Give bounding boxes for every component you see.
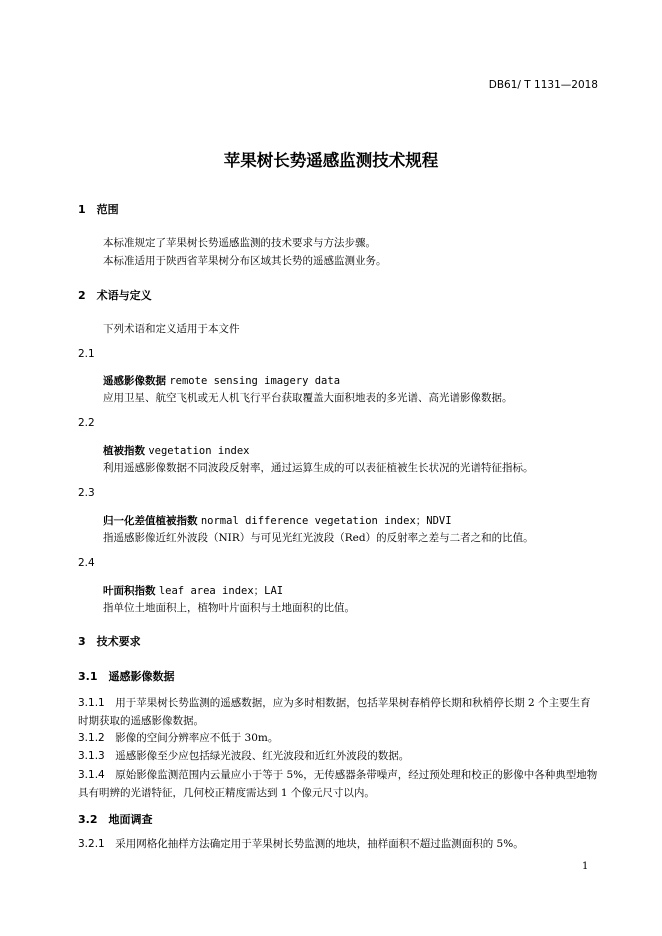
term-2-1-zh: 遥感影像数据 [103, 375, 166, 387]
term-2-3-zh: 归一化差值植被指数 [103, 515, 198, 527]
term-2-1-number: 2.1 [78, 348, 95, 360]
term-2-4-definition: 指单位土地面积上，植物叶片面积与土地面积的比值。 [103, 602, 355, 614]
term-2-4-number: 2.4 [78, 557, 95, 569]
clause-3-1-3 [78, 748, 409, 763]
clause-3-2-1-number: 3.2.1 [78, 838, 105, 850]
section-2-heading: 2 术语与定义 [78, 289, 152, 302]
clause-3-1-1-number: 3.1.1 [78, 697, 105, 709]
clause-3-1-4 [78, 766, 598, 802]
term-2-2-zh: 植被指数 [103, 445, 145, 457]
section-1-paragraph-2: 本标准适用于陕西省苹果树分布区域其长势的遥感监测业务。 [103, 255, 387, 267]
document-code: DB61/ T 1131—2018 [488, 79, 598, 91]
term-2-2-title [103, 443, 250, 458]
clause-3-1-2 [78, 730, 278, 745]
section-1-paragraph-1: 本标准规定了苹果树长势遥感监测的技术要求与方法步骤。 [103, 237, 376, 249]
term-2-1-title [103, 373, 340, 388]
term-2-3-number: 2.3 [78, 487, 95, 499]
clause-3-1-3-text: 遥感影像至少应包括绿光波段、红光波段和近红外波段的数据。 [115, 750, 410, 762]
term-2-1-definition: 应用卫星、航空飞机或无人机飞行平台获取覆盖大面积地表的多光谱、高光谱影像数据。 [103, 392, 513, 404]
term-2-3-definition: 指遥感影像近红外波段（NIR）与可见光红光波段（Red）的反射率之差与二者之和的比值。 [103, 532, 534, 544]
clause-3-1-1 [78, 694, 598, 730]
term-2-3-en: normal difference vegetation index；NDVI [200, 515, 452, 527]
term-2-4-title [103, 583, 283, 598]
section-3-heading: 3 技术要求 [78, 635, 141, 648]
clause-3-1-4-text: 原始影像监测范围内云量应小于等于 5%，无传感器条带噪声，经过预处理和校正的影像中各种典型地物具有明辨的光谱特征，几何校正精度需达到 1 个像元尺寸以内。 [78, 769, 598, 799]
section-1-heading: 1 范围 [78, 203, 119, 216]
term-2-4-en: leaf area index；LAI [158, 585, 284, 597]
term-2-2-number: 2.2 [78, 417, 95, 429]
page-number: 1 [582, 861, 589, 872]
term-2-2-definition: 利用遥感影像数据不同波段反射率，通过运算生成的可以表征植被生长状况的光谱特征指标。 [103, 462, 534, 474]
clause-3-1-3-number: 3.1.3 [78, 750, 105, 762]
term-2-2-en: vegetation index [148, 445, 250, 457]
clause-3-2-1-text: 采用网格化抽样方法确定用于苹果树长势监测的地块，抽样面积不超过监测面积的 5%。 [115, 838, 524, 850]
clause-3-2-1 [78, 836, 524, 851]
clause-3-1-4-number: 3.1.4 [78, 769, 105, 781]
term-2-3-title [103, 513, 452, 528]
clause-3-1-2-number: 3.1.2 [78, 732, 105, 744]
section-2-intro: 下列术语和定义适用于本文件 [103, 323, 240, 335]
section-3-2-heading: 3.2 地面调查 [78, 813, 153, 826]
term-2-1-en: remote sensing imagery data [169, 375, 341, 387]
clause-3-1-2-text: 影像的空间分辨率应不低于 30m。 [115, 732, 279, 744]
clause-3-1-1-text: 用于苹果树长势监测的遥感数据，应为多时相数据，包括苹果树春梢停长期和秋梢停长期 2 个主要生育时期获取的遥感影像数据。 [78, 697, 591, 727]
document-title: 苹果树长势遥感监测技术规程 [223, 151, 439, 170]
term-2-4-zh: 叶面积指数 [103, 585, 156, 597]
section-3-1-heading: 3.1 遥感影像数据 [78, 670, 175, 683]
